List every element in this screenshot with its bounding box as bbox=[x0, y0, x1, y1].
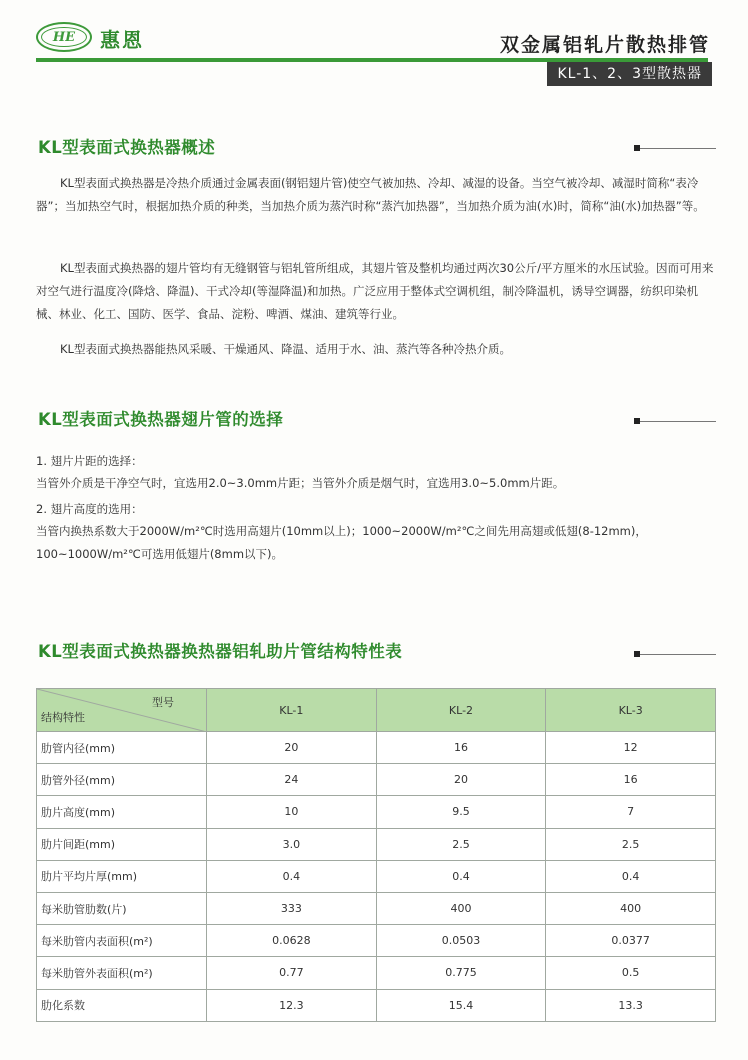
table-cell: 24 bbox=[207, 764, 377, 796]
brand-logo bbox=[36, 22, 92, 52]
overview-paragraph-2: KL型表面式换热器的翅片管均有无缝钢管与铝轧管所组成，其翅片管及整机均通过两次30公斤/平方厘米的水压试验。因而可用来对空气进行温度冷(降焓、降温)、干式冷却(等湿降温)和加热。广泛应用于整体式空调机组，制冷降温机，诱导空调器，纺织印染机械、林业、化工、国防、医学、食品、淀粉、啤酒、煤油、建筑等行业。 bbox=[36, 261, 714, 321]
table-header-row bbox=[37, 689, 716, 732]
table-row bbox=[37, 925, 716, 957]
table-cell: 10 bbox=[207, 796, 377, 828]
table-row bbox=[37, 989, 716, 1021]
row-label: 肋片高度(mm) bbox=[37, 796, 207, 828]
table-row bbox=[37, 764, 716, 796]
section-title-structure-table: KL型表面式换热器换热器铝轧助片管结构特性表 bbox=[38, 642, 403, 661]
table-cell: 20 bbox=[207, 732, 377, 764]
corner-label-model: 型号 bbox=[152, 696, 174, 709]
table-row bbox=[37, 860, 716, 892]
table-cell: 16 bbox=[376, 732, 546, 764]
row-label: 肋化系数 bbox=[37, 989, 207, 1021]
table-row bbox=[37, 732, 716, 764]
overview-paragraph-1: KL型表面式换热器是冷热介质通过金属表面(钢铝翅片管)使空气被加热、冷却、减湿的设备。当空气被冷却、减湿时简称“表冷器”；当加热空气时，根据加热介质的种类，当加热介质为蒸汽时称“蒸汽加热器”，当加热介质为油(水)时，简称“油(水)加热器”等。 bbox=[36, 176, 705, 213]
overview-paragraph-3: KL型表面式换热器能热风采暖、干燥通风、降温、适用于水、油、蒸汽等各种冷热介质。 bbox=[60, 342, 511, 356]
table-row bbox=[37, 957, 716, 989]
table-cell: 15.4 bbox=[376, 989, 546, 1021]
table-cell: 0.0377 bbox=[546, 925, 716, 957]
table-cell: 0.4 bbox=[207, 860, 377, 892]
table-cell: 0.0503 bbox=[376, 925, 546, 957]
fin-height-heading: 2. 翅片高度的选用： bbox=[36, 502, 143, 516]
table-corner-cell bbox=[37, 689, 207, 732]
page-title: 双金属铝轧片散热排管 bbox=[499, 34, 710, 56]
section-title-fin-selection: KL型表面式换热器翅片管的选择 bbox=[38, 410, 284, 429]
section-rule bbox=[636, 148, 716, 149]
column-header: KL-3 bbox=[546, 689, 716, 732]
table-cell: 0.4 bbox=[376, 860, 546, 892]
section-rule-dot bbox=[634, 418, 640, 424]
column-header: KL-1 bbox=[207, 689, 377, 732]
section-rule bbox=[636, 654, 716, 655]
section-rule bbox=[636, 421, 716, 422]
model-badge: KL-1、2、3型散热器 bbox=[547, 62, 712, 86]
fin-spacing-heading: 1. 翅片片距的选择： bbox=[36, 454, 143, 468]
table-cell: 333 bbox=[207, 892, 377, 924]
row-label: 肋管外径(mm) bbox=[37, 764, 207, 796]
table-cell: 13.3 bbox=[546, 989, 716, 1021]
row-label: 肋片平均片厚(mm) bbox=[37, 860, 207, 892]
table-cell: 16 bbox=[546, 764, 716, 796]
table-cell: 12 bbox=[546, 732, 716, 764]
table-cell: 2.5 bbox=[376, 828, 546, 860]
section-title-overview: KL型表面式换热器概述 bbox=[38, 138, 216, 157]
table-cell: 12.3 bbox=[207, 989, 377, 1021]
structure-table bbox=[36, 688, 716, 1022]
column-header: KL-2 bbox=[376, 689, 546, 732]
brand-logo-text: HE bbox=[41, 27, 87, 47]
section-rule-dot bbox=[634, 651, 640, 657]
table-row bbox=[37, 892, 716, 924]
fin-height-text: 当管内换热系数大于2000W/m²℃时选用高翅片(10mm以上)；1000~2000W/m²℃之间先用高翅或低翅(8-12mm)，100~1000W/m²℃可选用低翅片(8mm以下)。 bbox=[36, 524, 647, 561]
table-cell: 3.0 bbox=[207, 828, 377, 860]
fin-spacing-text: 当管外介质是干净空气时，宜选用2.0~3.0mm片距；当管外介质是烟气时，宜选用3.0~5.0mm片距。 bbox=[36, 476, 565, 490]
table-cell: 0.5 bbox=[546, 957, 716, 989]
row-label: 每米肋管内表面积(m²) bbox=[37, 925, 207, 957]
table-cell: 0.775 bbox=[376, 957, 546, 989]
table-cell: 0.77 bbox=[207, 957, 377, 989]
table-cell: 2.5 bbox=[546, 828, 716, 860]
row-label: 肋片间距(mm) bbox=[37, 828, 207, 860]
row-label: 肋管内径(mm) bbox=[37, 732, 207, 764]
brand-name: 惠恩 bbox=[100, 28, 144, 52]
row-label: 每米肋管外表面积(m²) bbox=[37, 957, 207, 989]
table-row bbox=[37, 796, 716, 828]
row-label: 每米肋管肋数(片) bbox=[37, 892, 207, 924]
table-cell: 20 bbox=[376, 764, 546, 796]
section-rule-dot bbox=[634, 145, 640, 151]
structure-table-wrap bbox=[36, 688, 716, 1022]
table-cell: 9.5 bbox=[376, 796, 546, 828]
table-row bbox=[37, 828, 716, 860]
corner-label-property: 结构特性 bbox=[41, 711, 85, 724]
table-cell: 0.0628 bbox=[207, 925, 377, 957]
table-cell: 400 bbox=[376, 892, 546, 924]
table-cell: 7 bbox=[546, 796, 716, 828]
table-cell: 0.4 bbox=[546, 860, 716, 892]
table-cell: 400 bbox=[546, 892, 716, 924]
page-header bbox=[0, 0, 748, 90]
